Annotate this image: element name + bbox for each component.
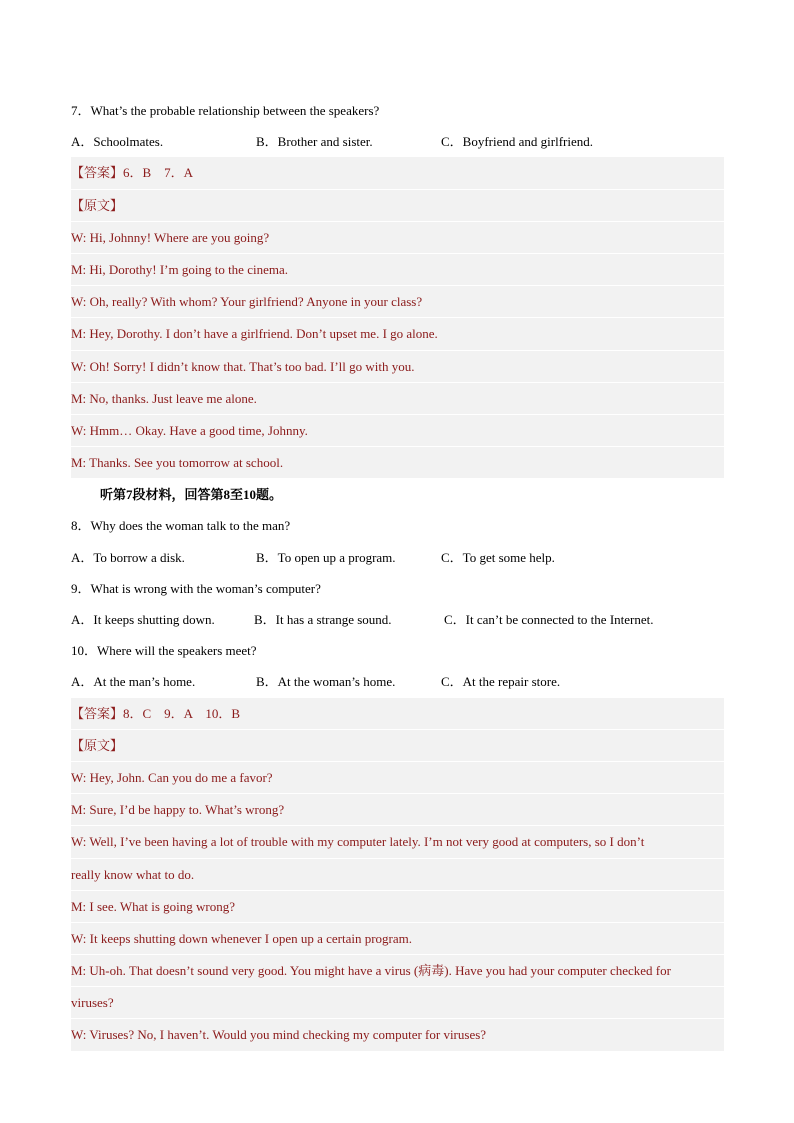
section-instruction: 听第7段材料，回答第8至10题。 [100,487,283,503]
transcript-line: M: No, thanks. Just leave me alone. [71,383,724,415]
option-b: B．To open up a program. [256,549,396,565]
transcript-line: M: Thanks. See you tomorrow at school. [71,447,724,479]
option-b: B．At the woman’s home. [256,674,396,690]
transcript-label-2: 【原文】 [71,730,724,762]
transcript-line: W: It keeps shutting down whenever I open up a certain program. [71,923,724,955]
transcript-line: M: Hi, Dorothy! I’m going to the cinema. [71,254,724,286]
question-7: 7．What’s the probable relationship between the speakers? [71,103,380,118]
option-a: A．It keeps shutting down. [71,612,215,627]
question-8: 8．Why does the woman talk to the man? [71,518,291,534]
option-a: A．Schoolmates. [71,134,164,150]
document-page [71,95,724,1052]
transcript-line: M: Sure, I’d be happy to. What’s wrong? [71,794,724,826]
transcript-label-1: 【原文】 [71,190,724,222]
question-10: 10．Where will the speakers meet? [71,643,257,659]
transcript-line: W: Hi, Johnny! Where are you going? [71,222,724,254]
answer-block-2: 【答案】8．C 9．A 10．B [71,698,724,730]
option-a: A．To borrow a disk. [71,549,185,565]
transcript-line: M: Hey, Dorothy. I don’t have a girlfriend. Don’t upset me. I go alone. [71,318,724,350]
option-a: A．At the man’s home. [71,674,196,690]
question-9-options [71,604,724,635]
transcript-line: W: Hey, John. Can you do me a favor? [71,762,724,794]
option-c: C．At the repair store. [441,674,561,690]
transcript-line: M: I see. What is going wrong? [71,891,724,923]
answer-block-1: 【答案】6．B 7．A [71,157,724,189]
transcript-line: W: Hmm… Okay. Have a good time, Johnny. [71,415,724,447]
transcript-line: M: Uh-oh. That doesn’t sound very good. You might have a virus (病毒). Have you had your computer checked for [71,955,724,987]
transcript-line: W: Oh! Sorry! I didn’t know that. That’s too bad. I’ll go with you. [71,351,724,383]
option-b: B．Brother and sister. [256,134,373,150]
question-8-options [71,542,724,573]
option-c: C．It can’t be connected to the Internet. [444,612,654,627]
transcript-line: W: Well, I’ve been having a lot of trouble with my computer lately. I’m not very good at computers, so I don’t [71,826,724,858]
question-9: 9．What is wrong with the woman’s computer? [71,580,321,596]
transcript-line: really know what to do. [71,859,724,891]
option-c: C．Boyfriend and girlfriend. [441,134,593,150]
question-7-options [71,126,724,157]
question-10-options [71,666,724,697]
transcript-line: viruses? [71,987,724,1019]
transcript-line: W: Oh, really? With whom? Your girlfriend? Anyone in your class? [71,286,724,318]
option-c: C．To get some help. [441,549,555,565]
transcript-line: W: Viruses? No, I haven’t. Would you mind checking my computer for viruses? [71,1019,724,1051]
option-b: B．It has a strange sound. [254,612,392,627]
